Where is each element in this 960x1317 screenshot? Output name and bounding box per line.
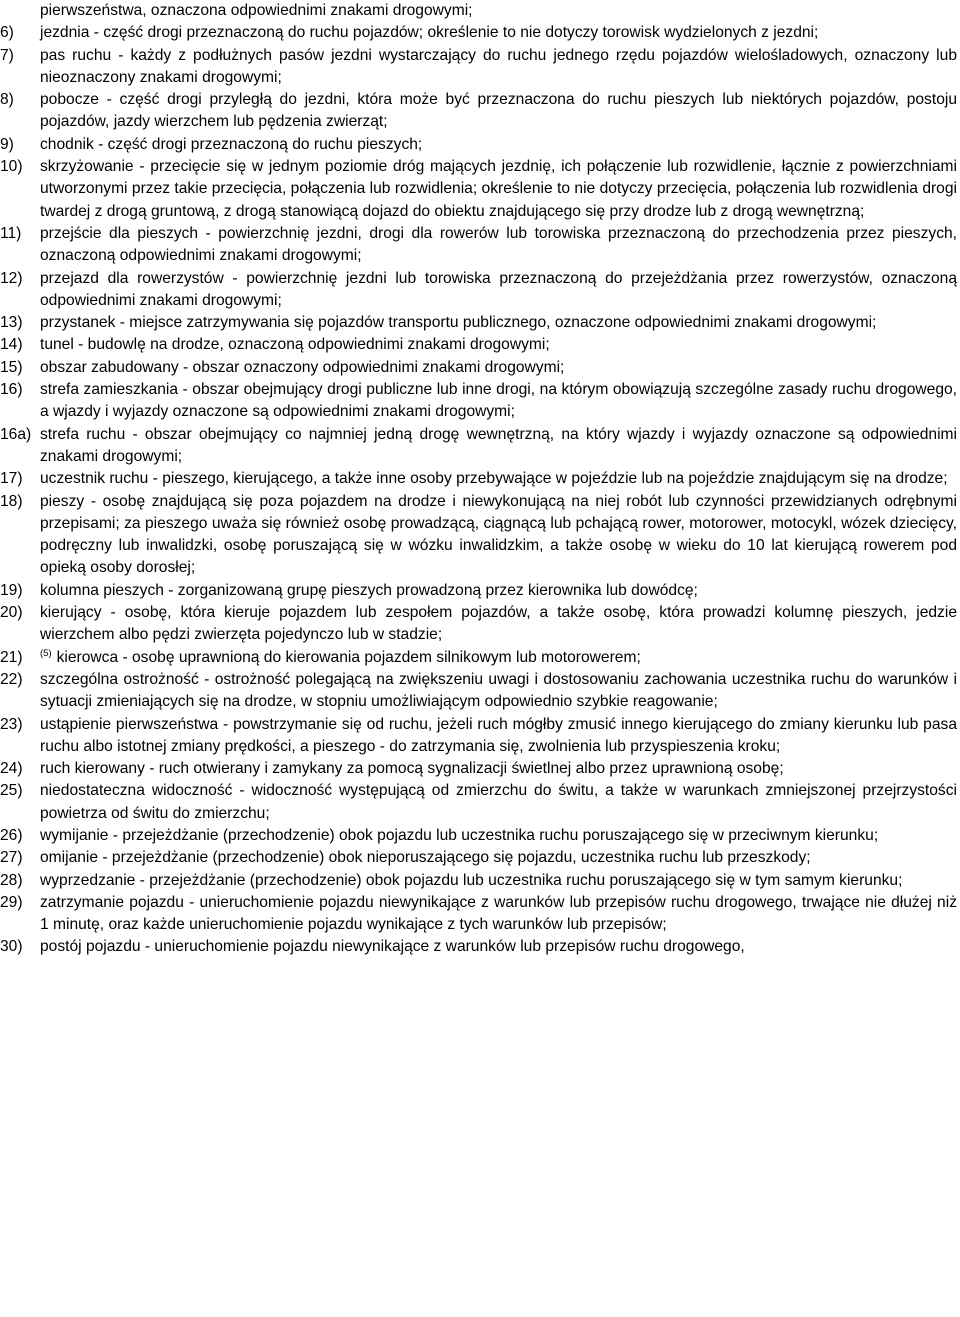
item-body: tunel - budowlę na drodze, oznaczoną odpowiednimi znakami drogowymi;: [40, 336, 550, 354]
item-text: [40, 91, 957, 130]
item-text: [40, 604, 957, 643]
item-number: 16a): [0, 425, 32, 443]
item-number: 8): [0, 91, 14, 109]
item-number: 20): [0, 604, 23, 622]
definition-list: [0, 22, 957, 958]
item-body: kierowca - osobę uprawnioną do kierowania pojazdem silnikowym lub motorowerem;: [56, 648, 641, 666]
item-body: postój pojazdu - unieruchomienie pojazdu niewynikające z warunków lub przepisów ruchu drogowego,: [40, 938, 745, 956]
item-text: [40, 158, 957, 220]
item-text: [40, 782, 957, 821]
definition-item: [0, 870, 957, 892]
definition-item: [0, 379, 957, 424]
item-body: pas ruchu - każdy z podłużnych pasów jezdni wystarczający do ruchu jednego rzędu pojazdów wielośladowych, oznaczony lub nieoznaczony znakami drogowymi;: [40, 46, 957, 86]
item-body: wyprzedzanie - przejeżdżanie (przechodzenie) obok pojazdu lub uczestnika ruchu poruszającego się w tym samym kierunku;: [40, 871, 903, 889]
item-text: [40, 716, 957, 755]
definition-item: [0, 424, 957, 469]
definition-item: [0, 357, 957, 379]
item-body: szczególna ostrożność - ostrożność polegającą na zwiększeniu uwagi i dostosowaniu zachowania uczestnika ruchu do warunków i sytuacji zmieniających się na drodze, w stopniu umożliwiającym odpowiednio szybkie reagowanie;: [40, 670, 957, 711]
item-body: strefa zamieszkania - obszar obejmujący drogi publiczne lub inne drogi, na którym obowiązują szczególne zasady ruchu drogowego, a wjazdy i wyjazdy oznaczone są odpowiednimi znakami drogowymi;: [40, 381, 957, 421]
definition-item: [0, 334, 957, 356]
item-body: uczestnik ruchu - pieszego, kierującego, a także inne osoby przebywające w pojeździe lub na pojeździe znajdującym się na drodze;: [40, 470, 948, 488]
item-body: ruch kierowany - ruch otwierany i zamykany za pomocą sygnalizacji świetlnej albo przez uprawnioną osobę;: [40, 760, 784, 778]
item-text: [40, 649, 641, 666]
definition-item: [0, 89, 957, 134]
item-number: 30): [0, 938, 23, 956]
item-body: pieszy - osobę znajdującą się poza pojazdem na drodze i niewykonującą na niej robót lub czynności przewidzianych odrębnymi przepisami; za pieszego uważa się również osobę prowadzącą, ciągnącą lub pchającą rower, motorower, motocykl, wózek dziecięcy, podręczny lub inwalidzki, osobę poruszającą się w wózku inwalidzkim, a także osobę w wieku do 10 lat kierującą rowerem pod opieką osoby dorosłej;: [40, 492, 957, 577]
item-number: 15): [0, 358, 23, 376]
item-text: [40, 582, 698, 599]
item-number: 12): [0, 269, 23, 287]
item-text: [40, 136, 422, 153]
item-number: 10): [0, 158, 23, 176]
item-number: 14): [0, 336, 23, 354]
item-number: 7): [0, 46, 14, 64]
item-text: [40, 47, 957, 86]
definition-item: [0, 134, 957, 156]
definition-item: [0, 580, 957, 602]
item-text: [40, 470, 948, 487]
item-text: [40, 24, 818, 41]
item-body: wymijanie - przejeżdżanie (przechodzenie) obok pojazdu lub uczestnika ruchu poruszającego się w przeciwnym kierunku;: [40, 826, 879, 844]
item-text: [40, 314, 876, 331]
item-text: [40, 270, 957, 309]
item-text: [40, 336, 550, 353]
item-text: [40, 827, 878, 844]
item-number: 26): [0, 826, 23, 844]
item-number: 13): [0, 314, 23, 332]
item-body: niedostateczna widoczność - widoczność występującą od zmierzchu do świtu, a także w warunkach zmniejszonej przejrzystości powietrza od świtu do zmierzchu;: [40, 782, 957, 822]
item-text: [40, 938, 745, 955]
item-body: przejście dla pieszych - powierzchnię jezdni, drogi dla rowerów lub torowiska przeznaczoną do przechodzenia przez pieszych, oznaczoną odpowiednimi znakami drogowymi;: [40, 224, 957, 265]
item-number: 24): [0, 760, 23, 778]
item-text: [40, 359, 564, 376]
item-number: 29): [0, 893, 23, 911]
item-body: przystanek - miejsce zatrzymywania się pojazdów transportu publicznego, oznaczone odpowiednimi znakami drogowymi;: [40, 314, 877, 332]
item-text: [40, 426, 957, 465]
item-text: [40, 760, 784, 777]
definition-item: [0, 647, 957, 669]
definition-item: [0, 758, 957, 780]
definition-item: [0, 468, 957, 490]
item-number: 25): [0, 782, 23, 800]
item-text: [40, 894, 957, 933]
definition-item: [0, 156, 957, 223]
item-number: 28): [0, 871, 23, 889]
definition-item: [0, 847, 957, 869]
item-body: kierujący - osobę, która kieruje pojazdem lub zespołem pojazdów, a także osobę, która prowadzi kolumnę pieszych, jedzie wierzchem albo pędzi zwierzęta pojedynczo lub w stadzie;: [40, 604, 957, 644]
definition-item: [0, 268, 957, 313]
definition-item: [0, 669, 957, 714]
item-body: przejazd dla rowerzystów - powierzchnię jezdni lub torowiska przeznaczoną do przejeżdżania przez rowerzystów, oznaczoną odpowiednimi znakami drogowymi;: [40, 269, 957, 309]
item-text: [40, 671, 957, 710]
item-number: 22): [0, 670, 23, 688]
item-body: chodnik - część drogi przeznaczoną do ruchu pieszych;: [40, 135, 423, 153]
item-number: 27): [0, 849, 23, 867]
item-text: [40, 849, 811, 866]
definition-item: [0, 602, 957, 647]
item-body: omijanie - przejeżdżanie (przechodzenie) obok nieporuszającego się pojazdu, uczestnika ruchu lub przeszkody;: [40, 849, 811, 867]
item-text: [40, 381, 957, 420]
item-number: 19): [0, 581, 23, 599]
definition-item: [0, 936, 957, 958]
item-number: 21): [0, 648, 23, 666]
definition-item: [0, 780, 957, 825]
definition-item: [0, 223, 957, 268]
definition-item: [0, 491, 957, 580]
item-body: obszar zabudowany - obszar oznaczony odpowiednimi znakami drogowymi;: [40, 358, 565, 376]
definition-item: [0, 825, 957, 847]
item-body: jezdnia - część drogi przeznaczoną do ruchu pojazdów; określenie to nie dotyczy torowisk wydzielonych z jezdni;: [40, 24, 819, 42]
definition-item: [0, 714, 957, 759]
item-body: kolumna pieszych - zorganizowaną grupę pieszych prowadzoną przez kierownika lub dowódcę;: [40, 581, 698, 599]
definition-item: [0, 892, 957, 937]
item-number: 9): [0, 135, 14, 153]
item-text: [40, 225, 957, 264]
footnote-marker: (5): [40, 647, 52, 659]
item-text: [40, 872, 902, 889]
item-body: ustąpienie pierwszeństwa - powstrzymanie się od ruchu, jeżeli ruch mógłby zmusić innego kierującego do zmiany kierunku lub pasa ruchu albo istotnej zmiany prędkości, a pieszego - do zatrzymania się, zwolnienia lub przyspieszenia kroku;: [40, 715, 957, 755]
item-text: [40, 493, 957, 577]
item-body: skrzyżowanie - przecięcie się w jednym poziomie dróg mających jezdnię, ich połączenie lub rozwidlenie, łącznie z powierzchniami utworzonymi przez takie przecięcia, połączenia lub rozwidlenia; określenie to nie dotyczy przecięcia, połączenia lub rozwidlenia drogi twardej z drogą gruntową, z drogą stanowiącą dojazd do obiektu znajdującego się przy drodze lub z drogą wewnętrzną;: [40, 158, 957, 220]
definition-item: [0, 312, 957, 334]
definition-item: [0, 45, 957, 90]
item-number: 6): [0, 24, 14, 42]
item-number: 17): [0, 470, 23, 488]
item-body: pobocze - część drogi przyległą do jezdni, która może być przeznaczona do ruchu pieszych lub niektórych pojazdów, postoju pojazdów, jazdy wierzchem lub pędzenia zwierząt;: [40, 91, 957, 131]
item-number: 16): [0, 381, 23, 399]
item-body: strefa ruchu - obszar obejmujący co najmniej jedną drogę wewnętrzną, na który wjazdy i wyjazdy oznaczone są odpowiednimi znakami drogowymi;: [40, 425, 957, 465]
item-number: 23): [0, 715, 23, 733]
item-body: zatrzymanie pojazdu - unieruchomienie pojazdu niewynikające z warunków lub przepisów ruchu drogowego, trwające nie dłużej niż 1 minutę, oraz każde unieruchomienie pojazdu wynikające z tych warunków lub przepisów;: [40, 893, 957, 934]
item-number: 11): [0, 224, 22, 242]
lead-line: pierwszeństwa, oznaczona odpowiednimi znakami drogowymi;: [40, 2, 473, 19]
definition-item: [0, 22, 957, 44]
item-number: 18): [0, 492, 23, 510]
